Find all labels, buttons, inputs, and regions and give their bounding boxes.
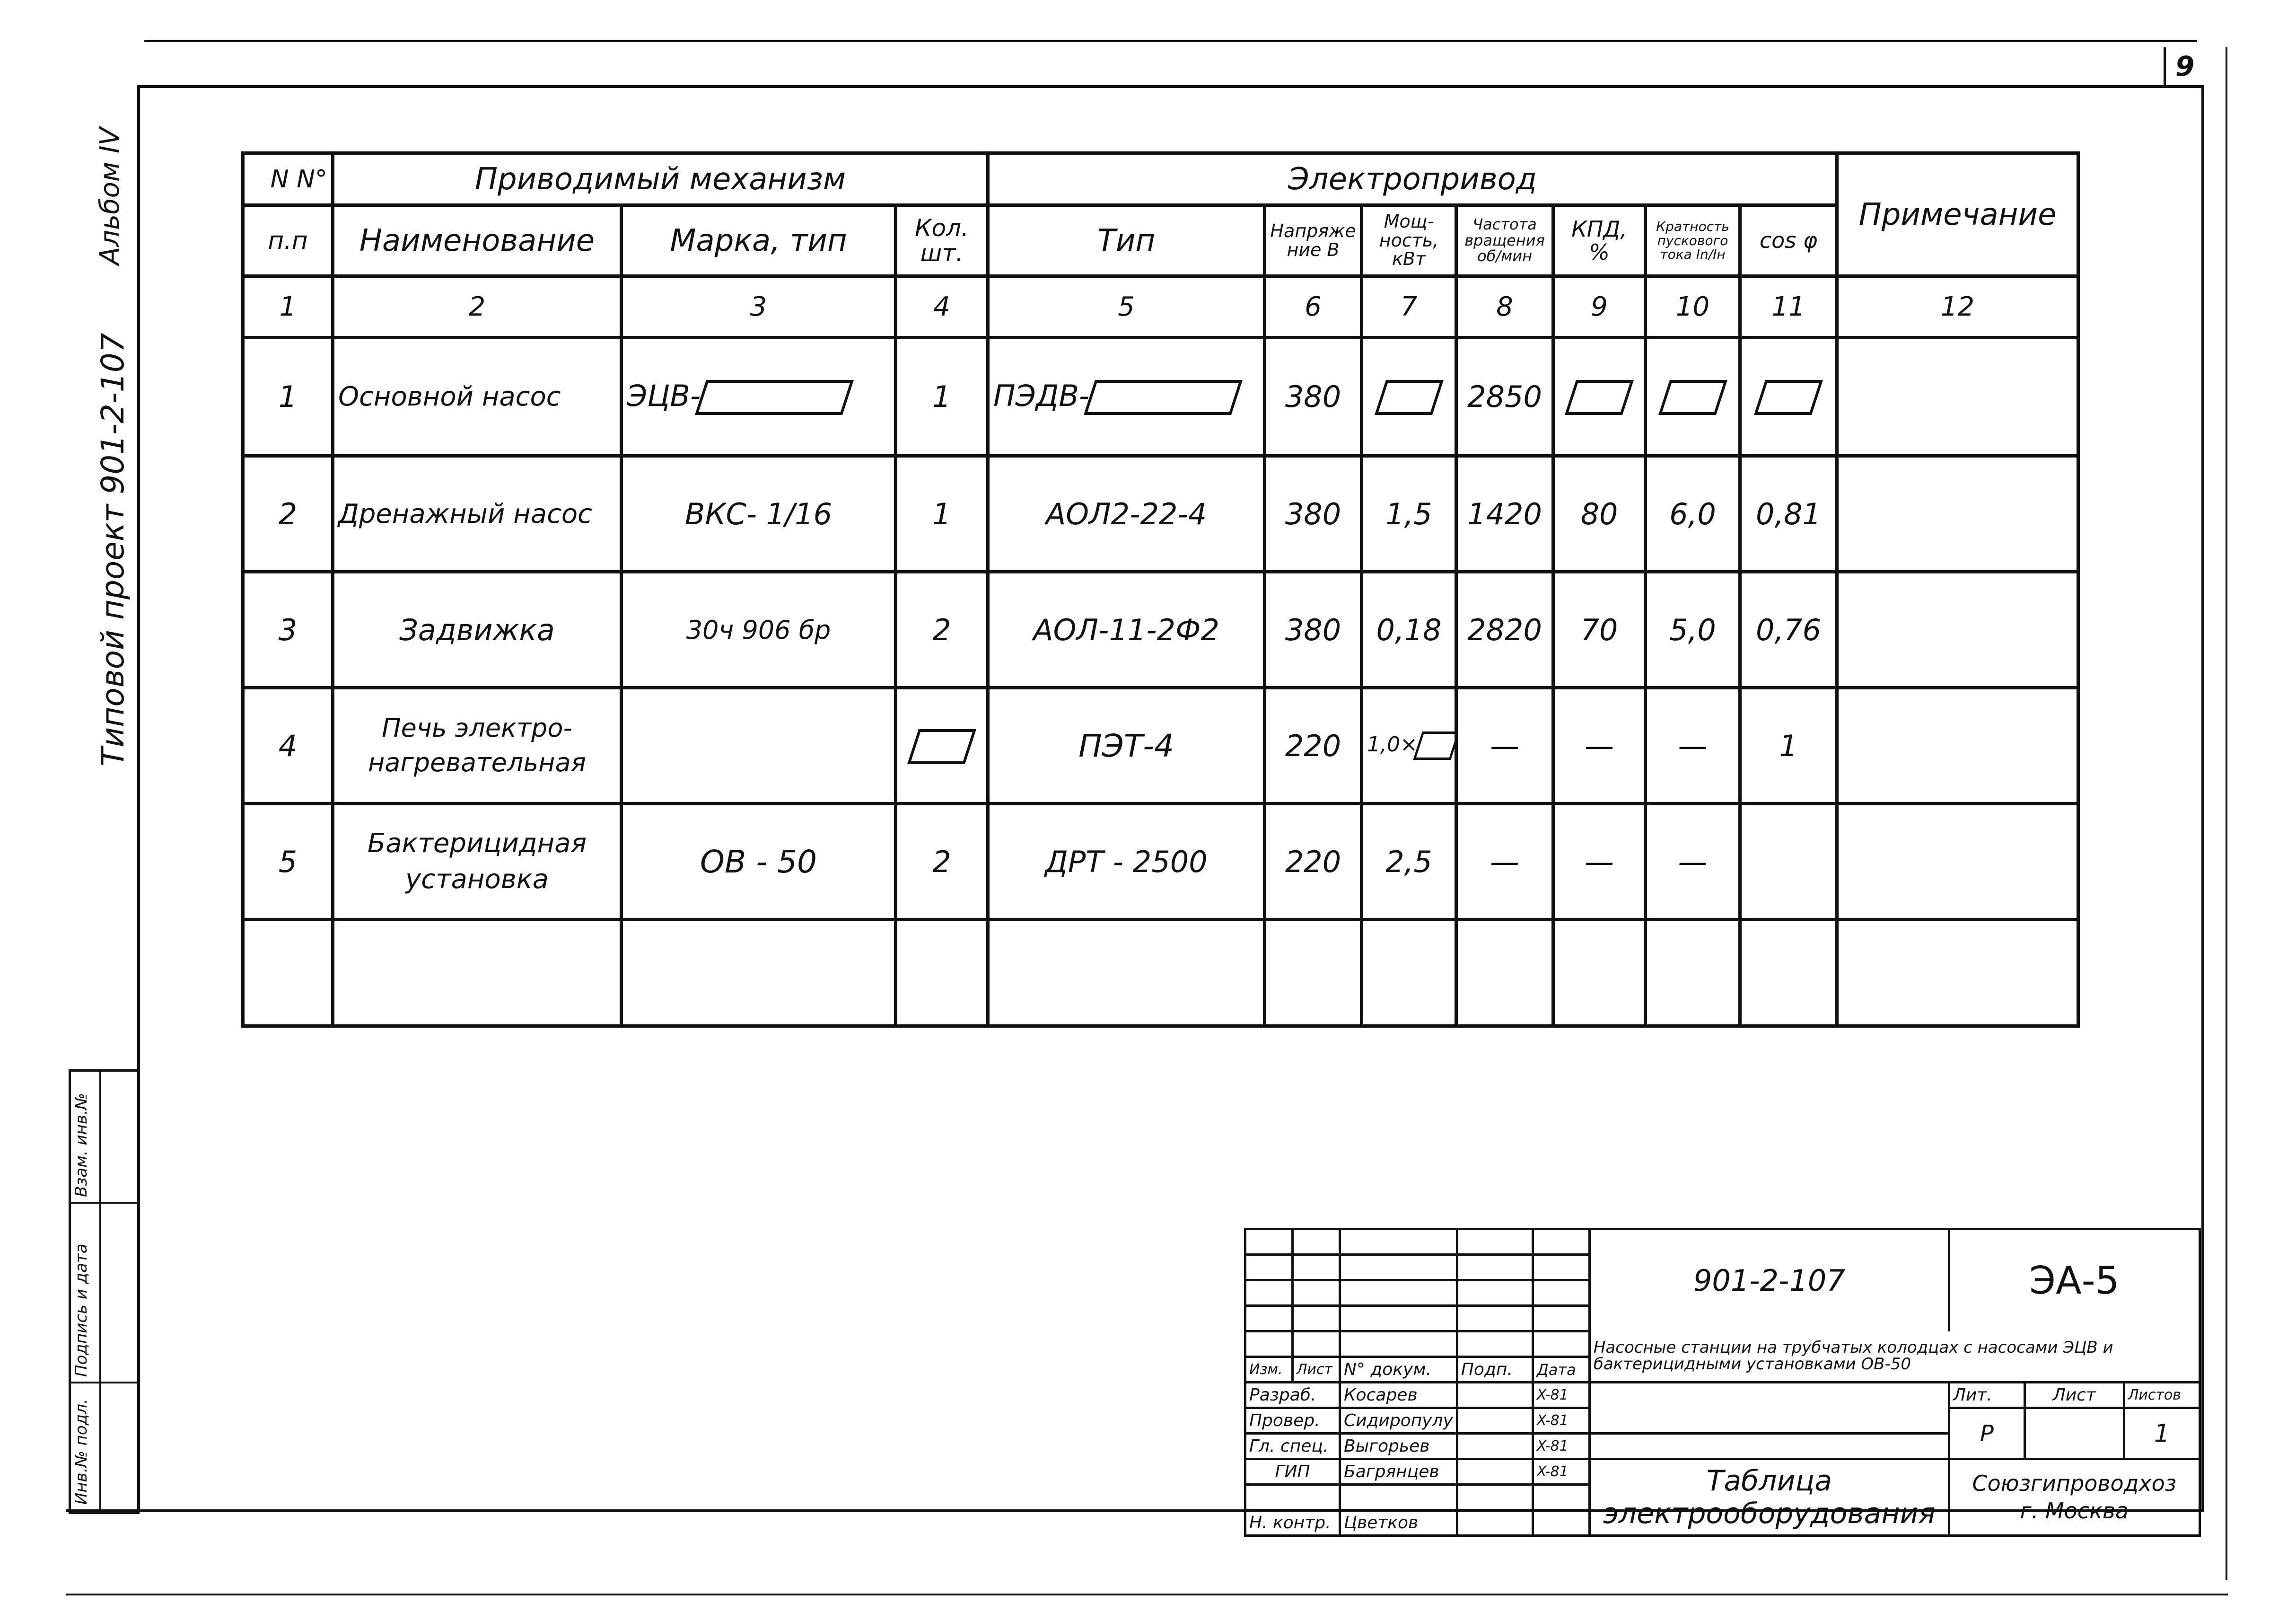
lists-value: 1 [2124,1408,2200,1459]
project-description: Насосные станции на трубчатых колодцах с насосами ЭЦВ и бактерицидными установками ОВ-50 [1589,1331,2200,1383]
row-ratio: 5,0 [1646,572,1740,688]
row-power-text: 1,0× [1367,732,1418,757]
head-group-mech: Приводимый механизм [333,153,988,205]
row-name: Дренажный насос [333,456,622,572]
head-rpm: Частота вращения об/мин [1456,205,1553,276]
row-cos [1740,804,1837,920]
row-voltage: 380 [1265,338,1362,456]
head-power: Мощ- ность, кВт [1362,205,1456,276]
staff-role: Н. контр. [1245,1510,1340,1536]
col-number-11: 11 [1740,276,1837,338]
row-note [1837,804,2078,920]
row-qty: 1 [896,456,988,572]
row-rpm: 2820 [1456,572,1553,688]
table-row [243,572,2078,688]
head-cos: cos φ [1740,205,1837,276]
staff-signature [1457,1510,1533,1536]
row-kpd: 70 [1553,572,1646,688]
row-mark [622,338,896,456]
blank-field [907,729,976,764]
head-start-ratio: Кратность пускового тока In/Iн [1646,205,1740,276]
row-name: Печь электро- нагревательная [333,688,622,804]
col-number-8: 8 [1456,276,1553,338]
col-number-4: 4 [896,276,988,338]
lit-value: Р [1949,1408,2024,1459]
row-cos [1740,338,1837,456]
row-type [988,338,1265,456]
col-number-1: 1 [243,276,333,338]
outer-right-line [2226,47,2227,1580]
head-note: Примечание [1837,153,2078,276]
staff-signature [1457,1459,1533,1485]
staff-signature [1457,1383,1533,1408]
stamp-vzam-inv: Взам. инв.№ [72,1092,91,1197]
row-name: Бактерицидная установка [333,804,622,920]
table-row [243,804,2078,920]
row-name: Основной насос [333,338,622,456]
row-qty: 1 [896,338,988,456]
col-number-5: 5 [988,276,1265,338]
head-mark: Марка, тип [622,205,896,276]
org-block [1949,1459,2200,1536]
col-number-3: 3 [622,276,896,338]
row-name: Задвижка [333,572,622,688]
org-name: Союзгипроводхоз [1972,1471,2177,1496]
staff-signature [1457,1434,1533,1459]
row-ratio: — [1646,804,1740,920]
col-number-6: 6 [1265,276,1362,338]
blank-field [1565,380,1634,415]
list-label: Лист [2024,1383,2124,1408]
head-nn-top: N N° [243,153,333,205]
row-power [1362,688,1456,804]
blank-field [1658,380,1727,415]
stamp-signature-date: Подпись и дата [72,1243,91,1377]
row-mark: ВКС- 1/16 [622,456,896,572]
row-rpm: — [1456,804,1553,920]
staff-role: ГИП [1245,1459,1340,1485]
row-qty: 2 [896,572,988,688]
row-ratio [1646,338,1740,456]
staff-name: Выгорьев [1340,1434,1457,1459]
row-number: 5 [243,804,333,920]
top-trim-line [144,40,2197,42]
col-number-7: 7 [1362,276,1456,338]
staff-role: Провер. [1245,1408,1340,1434]
col-number-2: 2 [333,276,622,338]
blank-field [1413,731,1456,760]
album-label: Альбом IV [95,127,125,265]
row-kpd [1553,338,1646,456]
stamp-inv-podl: Инв.№ подл. [72,1399,91,1505]
row-note [1837,572,2078,688]
row-power [1362,338,1456,456]
row-note [1837,338,2078,456]
project-label: Типовой проект 901-2-107 [95,333,131,766]
sheet-number: 9 [2175,50,2195,82]
blank-field [1084,380,1243,415]
row-voltage: 380 [1265,456,1362,572]
staff-signature [1457,1408,1533,1434]
row-number: 4 [243,688,333,804]
row-qty [896,688,988,804]
tb-head-sign: Подп. [1457,1357,1533,1383]
frame-top [137,85,2204,88]
row-cos: 1 [1740,688,1837,804]
tb-head-izm: Изм. [1245,1357,1293,1383]
blank-field [1754,380,1823,415]
row-note [1837,688,2078,804]
row-mark: 30ч 906 бр [622,572,896,688]
table-row-empty [243,920,2078,1026]
row-mark: ОВ - 50 [622,804,896,920]
side-stamp-sep-1 [69,1202,137,1204]
lists-label: Листов [2124,1383,2200,1408]
col-number-10: 10 [1646,276,1740,338]
row-type-text: ПЭДВ- [993,378,1090,413]
head-group-drive: Электропривод [988,153,1837,205]
head-kpd: КПД, % [1553,205,1646,276]
head-type: Тип [988,205,1265,276]
staff-role: Разраб. [1245,1383,1340,1408]
head-voltage: Напряже ние В [1265,205,1362,276]
staff-name: Цветков [1340,1510,1457,1536]
row-rpm: 1420 [1456,456,1553,572]
row-voltage: 380 [1265,572,1362,688]
doc-title: Таблица электрооборудования [1589,1459,1949,1536]
row-number: 1 [243,338,333,456]
staff-date: X-81 [1533,1434,1589,1459]
row-mark-text: ЭЦВ- [627,378,701,413]
row-cos: 0,76 [1740,572,1837,688]
list-value [2024,1408,2124,1459]
row-type: ДРТ - 2500 [988,804,1265,920]
row-voltage: 220 [1265,804,1362,920]
row-ratio: — [1646,688,1740,804]
table-row [243,688,2078,804]
table-row [243,456,2078,572]
row-note [1837,456,2078,572]
sheet-code: ЭА-5 [1949,1229,2200,1331]
row-type: ПЭТ-4 [988,688,1265,804]
equipment-table [241,151,2080,1028]
side-stamp-sep-2 [69,1382,137,1383]
row-type: АОЛ2-22-4 [988,456,1265,572]
tb-head-list: Лист [1293,1357,1340,1383]
table-row [243,338,2078,456]
org-city: г. Москва [2020,1498,2129,1524]
row-kpd: 80 [1553,456,1646,572]
blank-field [1375,380,1444,415]
row-kpd: — [1553,804,1646,920]
head-name: Наименование [333,205,622,276]
staff-date: X-81 [1533,1408,1589,1434]
row-qty: 2 [896,804,988,920]
row-power: 0,18 [1362,572,1456,688]
frame-right [2201,85,2204,1512]
row-kpd: — [1553,688,1646,804]
row-rpm: — [1456,688,1553,804]
row-voltage: 220 [1265,688,1362,804]
head-qty: Кол. шт. [896,205,988,276]
row-type: АОЛ-11-2Ф2 [988,572,1265,688]
tb-head-date: Дата [1533,1357,1589,1383]
tb-head-doc: N° докум. [1340,1357,1457,1383]
staff-date: X-81 [1533,1383,1589,1408]
col-number-12: 12 [1837,276,2078,338]
bottom-trim-line [66,1594,2228,1595]
row-number: 3 [243,572,333,688]
head-nn-bottom: п.п [243,205,333,276]
row-mark [622,688,896,804]
col-number-9: 9 [1553,276,1646,338]
title-block [1244,1228,2201,1537]
staff-name: Сидиропулу [1340,1408,1457,1434]
staff-name: Багрянцев [1340,1459,1457,1485]
staff-role: Гл. спец. [1245,1434,1340,1459]
row-number: 2 [243,456,333,572]
lit-label: Лит. [1949,1383,2024,1408]
row-ratio: 6,0 [1646,456,1740,572]
staff-name: Косарев [1340,1383,1457,1408]
row-power: 1,5 [1362,456,1456,572]
row-rpm: 2850 [1456,338,1553,456]
staff-date [1533,1510,1589,1536]
side-stamp-divider [99,1069,101,1509]
project-code: 901-2-107 [1589,1229,1949,1331]
row-cos: 0,81 [1740,456,1837,572]
row-power: 2,5 [1362,804,1456,920]
blank-field [695,380,854,415]
staff-date: X-81 [1533,1459,1589,1485]
